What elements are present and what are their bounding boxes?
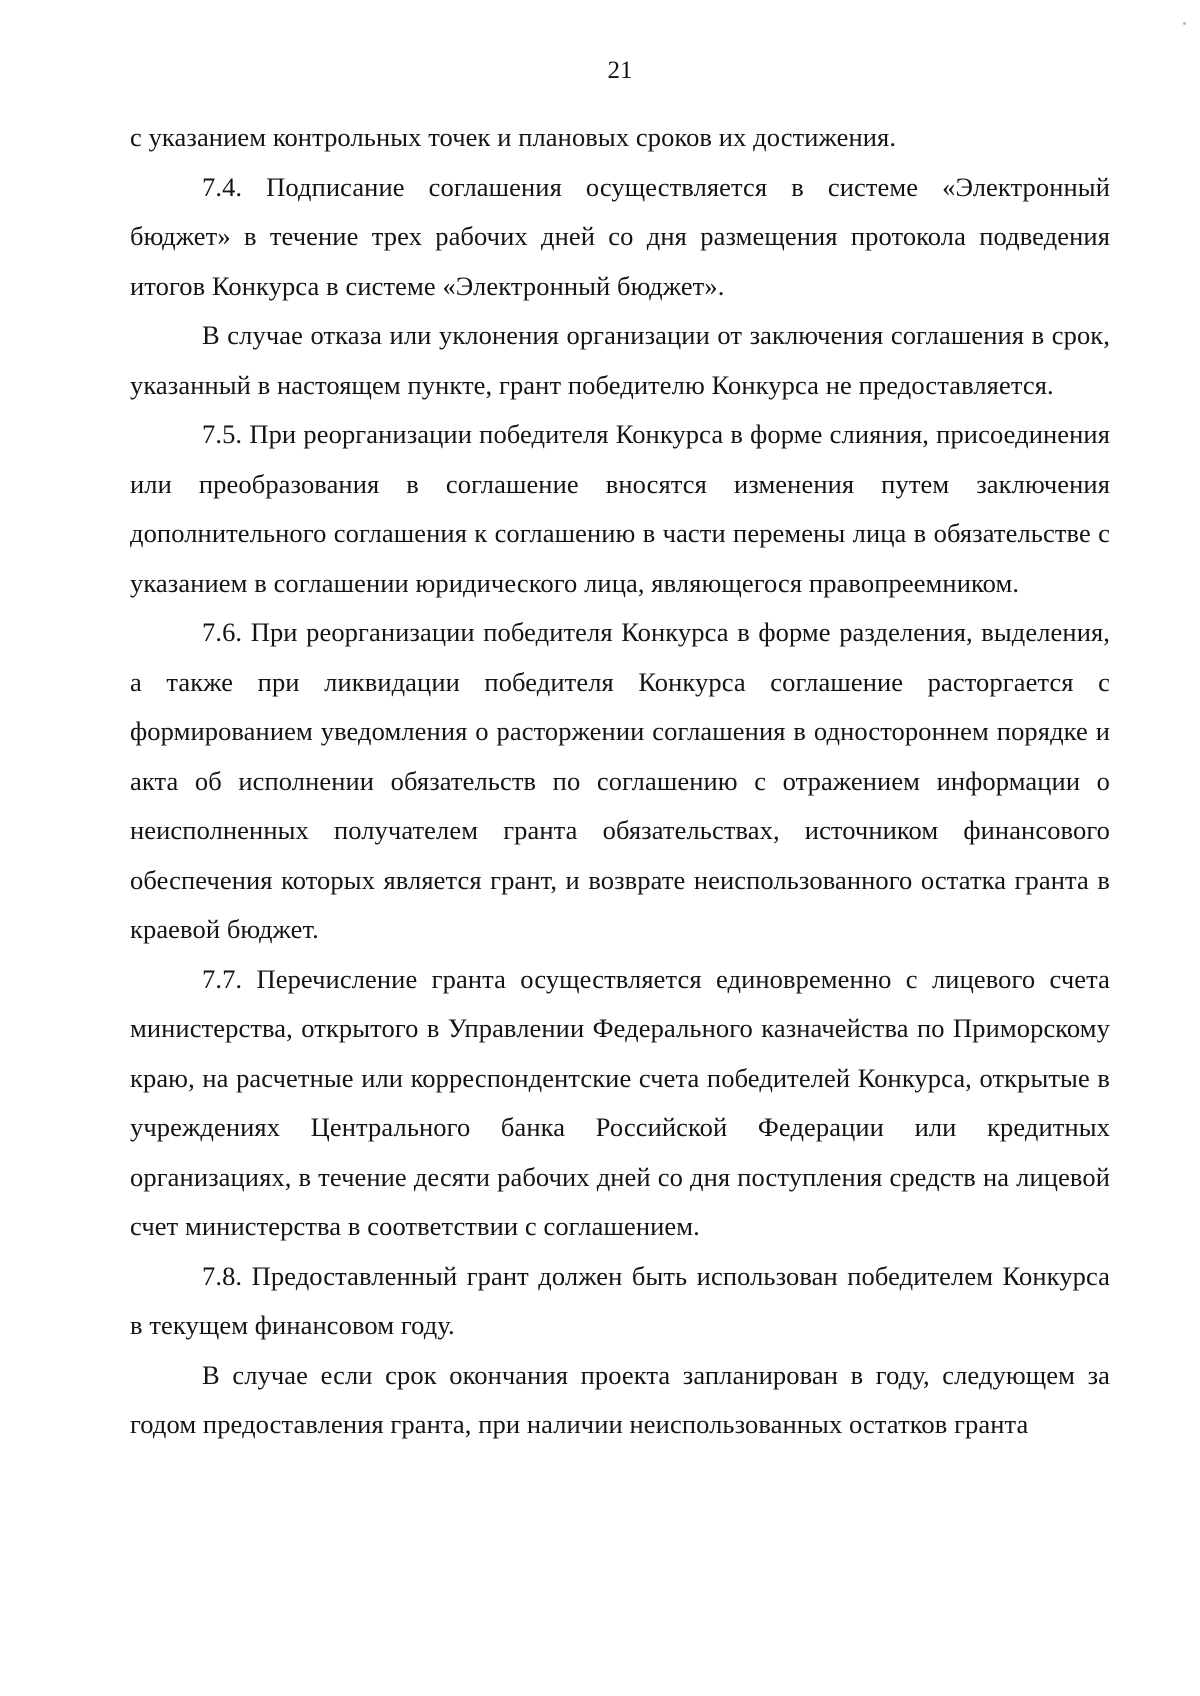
paragraph-7-6: 7.6. При реорганизации победителя Конкурса в форме разделения, выделения, а также при ликвидации победителя Конкурса соглашение расторгается с формированием уведомления о расторжении соглашения в одностороннем порядке и акта об исполнении обязательств по соглашению с отражением информации о неисполненных получателем гранта обязательствах, источником финансового обеспечения которых является грант, и возврате неиспользованного остатка гранта в краевой бюджет. — [130, 617, 1110, 944]
page-number: 21 — [607, 57, 633, 84]
document-body — [130, 113, 1110, 1450]
paragraph-project-end: В случае если срок окончания проекта запланирован в году, следующем за годом предоставления гранта, при наличии неиспользованных остатков гранта — [130, 1359, 1110, 1439]
paragraph-7-7: 7.7. Перечисление гранта осуществляется единовременно с лицевого счета министерства, открытого в Управлении Федерального казначейства по Приморскому краю, на расчетные или корреспондентские счета победителей Конкурса, открытые в учреждениях Центрального банка Российской Федерации или кредитных организациях, в течение десяти рабочих дней со дня поступления средств на лицевой счет министерства в соответствии с соглашением. — [130, 963, 1110, 1241]
paragraph-7-4: 7.4. Подписание соглашения осуществляется в системе «Электронный бюджет» в течение трех рабочих дней со дня размещения протокола подведения итогов Конкурса в системе «Электронный бюджет». — [130, 171, 1110, 301]
paragraph-7-8: 7.8. Предоставленный грант должен быть использован победителем Конкурса в текущем финансовом году. — [130, 1260, 1110, 1340]
paragraph-continuation: с указанием контрольных точек и плановых сроков их достижения. — [130, 122, 897, 152]
paragraph-7-5: 7.5. При реорганизации победителя Конкурса в форме слияния, присоединения или преобразования в соглашение вносятся изменения путем заключения дополнительного соглашения к соглашению в части перемены лица в обязательстве с указанием в соглашении юридического лица, являющегося правопреемником. — [130, 419, 1110, 598]
scan-speck — [1183, 22, 1186, 25]
paragraph-refusal: В случае отказа или уклонения организации от заключения соглашения в срок, указанный в настоящем пункте, грант победителю Конкурса не предоставляется. — [130, 320, 1110, 400]
